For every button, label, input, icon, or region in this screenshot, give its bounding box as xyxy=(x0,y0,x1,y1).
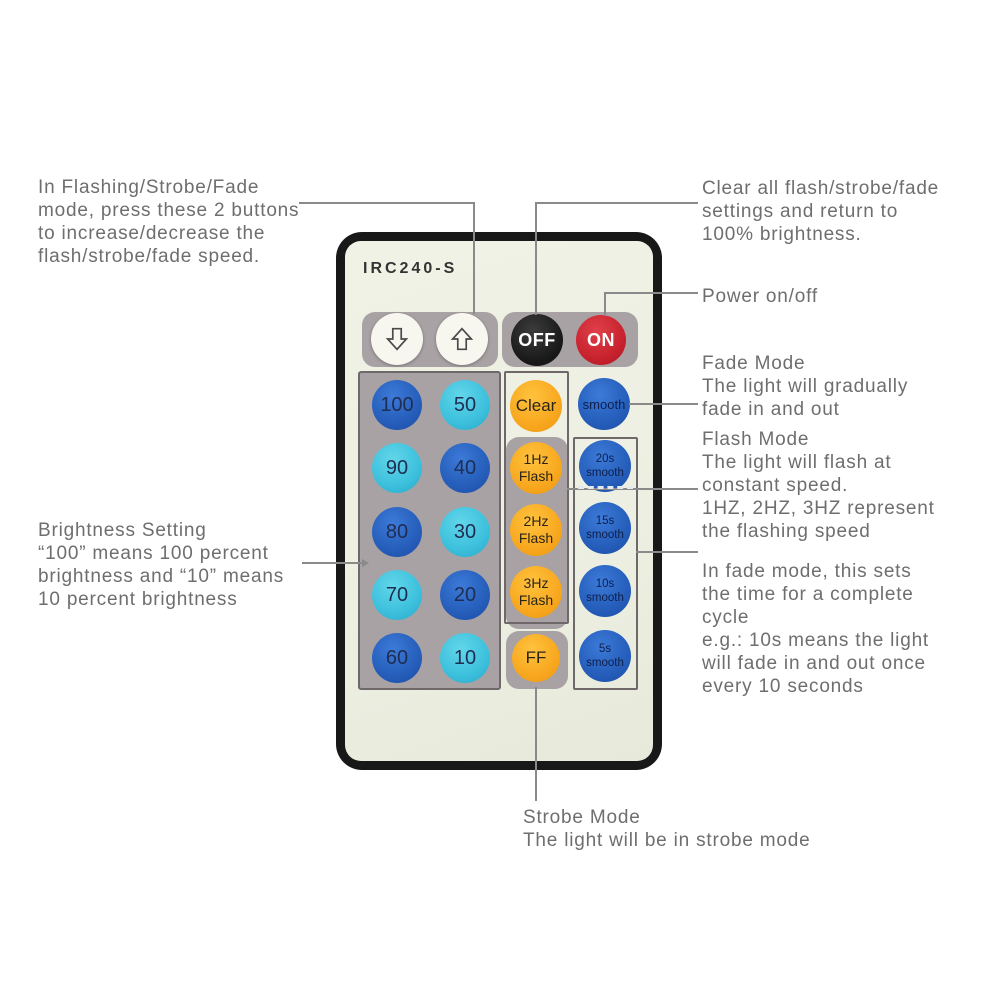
annotation-line-text: The light will be in strobe mode xyxy=(523,830,811,851)
clear-button[interactable] xyxy=(510,380,562,432)
speed-callout-line-h xyxy=(299,202,475,204)
power-callout-line-h xyxy=(604,292,698,294)
speed-callout-line-v xyxy=(473,202,475,314)
button-label: 1Hz xyxy=(523,451,549,467)
up-arrow-icon xyxy=(447,324,477,354)
brightness-10-button[interactable] xyxy=(440,633,490,683)
annotation-line-text: cycle xyxy=(702,607,750,628)
button-label: Flash xyxy=(518,530,554,546)
button-label: smooth xyxy=(586,467,624,479)
power-annotation xyxy=(702,285,818,308)
annotation-line-text: The light will flash at xyxy=(702,452,892,473)
smooth-button[interactable] xyxy=(578,378,630,430)
annotation-line-text: e.g.: 10s means the light xyxy=(702,630,930,651)
on-button[interactable] xyxy=(576,315,626,365)
annotation-line-text: 100% brightness. xyxy=(702,224,862,245)
speed-up-button[interactable] xyxy=(436,313,488,365)
annotation-line-text: settings and return to xyxy=(702,201,899,222)
button-label: 70 xyxy=(385,583,409,606)
annotation-line-text: the flashing speed xyxy=(702,521,871,542)
flash-callout-dashes xyxy=(578,486,633,489)
annotation-line-text: Strobe Mode xyxy=(523,807,641,828)
annotation-line-text: mode, press these 2 buttons xyxy=(38,200,300,221)
button-label: 10 xyxy=(453,646,477,669)
button-label: 80 xyxy=(385,520,409,543)
off-button-label: OFF xyxy=(518,329,556,350)
annotation-line-text: 1HZ, 2HZ, 3HZ represent xyxy=(702,498,935,519)
button-label: 5s xyxy=(598,643,612,655)
smooth-10s-button[interactable] xyxy=(579,565,631,617)
button-label: 100 xyxy=(380,393,414,416)
brightness-60-button[interactable] xyxy=(372,633,422,683)
annotation-line-text: The light will gradually xyxy=(702,376,909,397)
clear-callout-line-v xyxy=(535,202,537,315)
annotation-line-text: to increase/decrease the xyxy=(38,223,266,244)
annotation-line-text: the time for a complete xyxy=(702,584,914,605)
annotation-line-text: Power on/off xyxy=(702,286,818,307)
brightness-70-button[interactable] xyxy=(372,570,422,620)
annotation-line-text: constant speed. xyxy=(702,475,849,496)
annotation-line-text: fade in and out xyxy=(702,399,840,420)
brightness-callout-arrowhead xyxy=(362,559,369,567)
brightness-50-button[interactable] xyxy=(440,380,490,430)
smooth-20s-button[interactable] xyxy=(579,440,631,492)
button-label: smooth xyxy=(586,657,624,669)
button-label: 50 xyxy=(453,393,477,416)
button-label: Flash xyxy=(518,468,554,484)
brightness-20-button[interactable] xyxy=(440,570,490,620)
clear-button-annotation xyxy=(702,177,939,246)
annotation-line-text: Clear all flash/strobe/fade xyxy=(702,178,940,199)
brightness-callout-line xyxy=(302,562,362,564)
annotation-line-text: will fade in and out once xyxy=(702,653,926,674)
button-label: smooth xyxy=(582,396,626,412)
speed-down-button[interactable] xyxy=(371,313,423,365)
button-label: 20 xyxy=(453,583,477,606)
brightness-30-button[interactable] xyxy=(440,507,490,557)
ff-strobe-button[interactable] xyxy=(512,634,560,682)
annotation-line-text: brightness and “10” means xyxy=(38,566,285,587)
brightness-annotation xyxy=(38,519,284,611)
strobe-mode-annotation xyxy=(523,806,811,852)
model-label: IRC240-S xyxy=(363,260,458,277)
flash-2hz-button[interactable] xyxy=(510,504,562,556)
button-label: 90 xyxy=(385,456,409,479)
annotation-line-text: every 10 seconds xyxy=(702,676,864,697)
annotation-line-text: In Flashing/Strobe/Fade xyxy=(38,177,260,198)
fade-mode-annotation xyxy=(702,352,908,421)
brightness-100-button[interactable] xyxy=(372,380,422,430)
power-callout-line-v xyxy=(604,292,606,316)
annotation-line-text: Flash Mode xyxy=(702,429,810,450)
button-label: Clear xyxy=(515,396,557,415)
brightness-80-button[interactable] xyxy=(372,507,422,557)
flash-3hz-button[interactable] xyxy=(510,566,562,618)
strobe-callout-line xyxy=(535,687,537,801)
button-label: 20s xyxy=(595,453,615,465)
off-button[interactable] xyxy=(511,314,563,366)
button-label: 3Hz xyxy=(523,575,549,591)
annotation-line-text: flash/strobe/fade speed. xyxy=(38,246,261,267)
button-label: 40 xyxy=(453,456,477,479)
flash-mode-annotation xyxy=(702,428,935,543)
button-label: 2Hz xyxy=(523,513,549,529)
button-label: Flash xyxy=(518,592,554,608)
button-label: smooth xyxy=(586,529,624,541)
button-label: smooth xyxy=(586,592,624,604)
annotation-line-text: Fade Mode xyxy=(702,353,806,374)
annotation-line-text: “100” means 100 percent xyxy=(38,543,269,564)
smooth-5s-button[interactable] xyxy=(579,630,631,682)
clear-callout-line-h xyxy=(535,202,698,204)
down-arrow-icon xyxy=(382,324,412,354)
button-label: 30 xyxy=(453,520,477,543)
brightness-40-button[interactable] xyxy=(440,443,490,493)
flash-1hz-button[interactable] xyxy=(510,442,562,494)
annotation-line-text: 10 percent brightness xyxy=(38,589,238,610)
button-label: 10s xyxy=(595,578,615,590)
speed-buttons-annotation xyxy=(38,176,299,268)
fade-callout-line xyxy=(629,403,698,405)
button-label: 60 xyxy=(385,646,409,669)
fade-time-callout-line xyxy=(636,551,698,553)
annotation-line-text: In fade mode, this sets xyxy=(702,561,912,582)
smooth-15s-button[interactable] xyxy=(579,502,631,554)
fade-time-annotation xyxy=(702,560,929,698)
annotation-line-text: Brightness Setting xyxy=(38,520,207,541)
brightness-90-button[interactable] xyxy=(372,443,422,493)
button-label: FF xyxy=(525,648,547,667)
button-label: 15s xyxy=(595,515,615,527)
on-button-label: ON xyxy=(587,329,615,350)
